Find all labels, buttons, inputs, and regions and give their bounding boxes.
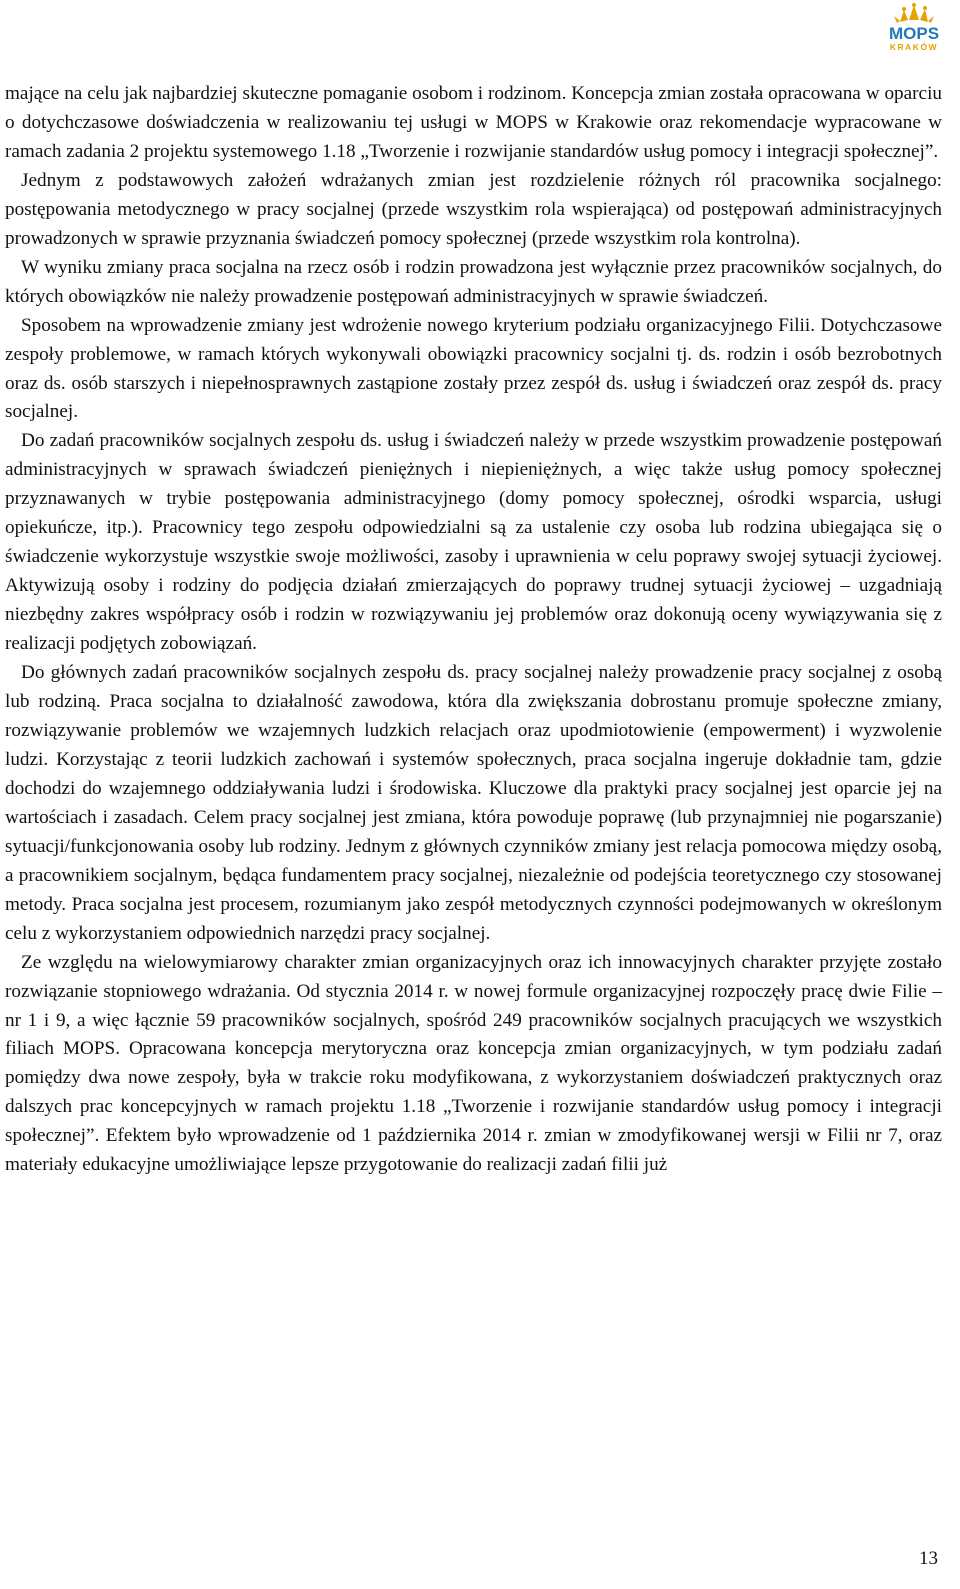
paragraph: Jednym z podstawowych założeń wdrażanych zmian jest rozdzielenie różnych ról pracownika socjalnego: postępowania metodycznego w pracy socjalnej (przede wszystkim rola wspierająca) od postępowań administracyjnych prowadzonych w sprawie przyznania świadczeń pomocy społecznej (przede wszystkim rola kontrolna). xyxy=(5,169,942,249)
mops-krakow-logo xyxy=(882,2,946,52)
sun-crown-icon xyxy=(882,2,946,52)
logo-text: MOPS xyxy=(888,24,940,43)
page-number: 13 xyxy=(919,1548,938,1569)
document-body xyxy=(5,80,942,1180)
paragraph: Do zadań pracowników socjalnych zespołu ds. usług i świadczeń należy w przede wszystkim prowadzenie postępowań administracyjnych w sprawach świadczeń pieniężnych i niepieniężnych, a więc także usług pomocy społecznej przyznawanych w trybie postępowania administracyjnego (domy pomocy społecznej, ośrodki wsparcia, usługi opiekuńcze, itp.). Pracownicy tego zespołu odpowiedzialni są za ustalenie czy osoba lub rodzina ubiegająca się o świadczenie wykorzystuje wszystkie swoje możliwości, zasoby i uprawnienia w celu poprawy swojej sytuacji życiowej. Aktywizują osoby i rodziny do podjęcia działań zmierzających do poprawy trudnej sytuacji życiowej – uzgadniają niezbędny zakres współpracy osób i rodzin w rozwiązywaniu jej problemów oraz dokonują oceny wywiązywania się z realizacji podjętych zobowiązań. xyxy=(5,430,942,655)
paragraph: mające na celu jak najbardziej skuteczne pomaganie osobom i rodzinom. Koncepcja zmian została opracowana w oparciu o dotychczasowe doświadczenia w realizowaniu tej usługi w MOPS w Krakowie oraz rekomendacje wypracowane w ramach zadania 2 projektu systemowego 1.18 „Tworzenie i rozwijanie standardów usług pomocy i integracji społecznej”. xyxy=(5,83,942,162)
paragraph: Do głównych zadań pracowników socjalnych zespołu ds. pracy socjalnej należy prowadzenie pracy socjalnej z osobą lub rodziną. Praca socjalna to działalność zawodowa, która dla zwiększania dobrostanu promuje społeczne zmiany, rozwiązywanie problemów we wzajemnych ludzkich relacjach oraz upodmiotowienie (empowerment) i wyzwolenie ludzi. Korzystając z teorii ludzkich zachowań i systemów społecznych, praca socjalna ingeruje dokładnie tam, gdzie dochodzi do wzajemnego oddziaływania ludzi i środowiska. Kluczowe dla praktyki pracy socjalnej jest oparcie jej na wartościach i zasadach. Celem pracy socjalnej jest zmiana, która powoduje poprawę (lub przynajmniej nie pogarszanie) sytuacji/funkcjonowania osoby lub rodziny. Jednym z głównych czynników zmiany jest relacja pomocowa między osobą, a pracownikiem socjalnym, będąca fundamentem pracy socjalnej, niezależnie od podejścia teoretycznego czy stosowanej metody. Praca socjalna jest procesem, rozumianym jako zespół metodycznych czynności podejmowanych w określonym celu z wykorzystaniem odpowiednich narzędzi pracy socjalnej. xyxy=(5,662,942,944)
paragraph: Ze względu na wielowymiarowy charakter zmian organizacyjnych oraz ich innowacyjnych charakter przyjęte zostało rozwiązanie stopniowego wdrażania. Od stycznia 2014 r. w nowej formule organizacyjnej rozpoczęły pracę dwie Filie – nr 1 i 9, a więc łącznie 59 pracowników socjalnych, spośród 249 pracowników socjalnych pracujących we wszystkich filiach MOPS. Opracowana koncepcja merytoryczna oraz koncepcja zmian organizacyjnych, w tym podziału zadań pomiędzy dwa nowe zespoły, była w trakcie roku modyfikowana, z wykorzystaniem doświadczeń praktycznych oraz dalszych prac koncepcyjnych w ramach projektu 1.18 „Tworzenie i rozwijanie standardów usług pomocy i integracji społecznej”. Efektem było wprowadzenie od 1 października 2014 r. zmian w zmodyfikowanej wersji w Filii nr 7, oraz materiały edukacyjne umożliwiające lepsze przygotowanie do realizacji zadań filii już xyxy=(5,951,942,1176)
paragraph: Sposobem na wprowadzenie zmiany jest wdrożenie nowego kryterium podziału organizacyjnego Filii. Dotychczasowe zespoły problemowe, w ramach których wykonywali obowiązki pracownicy socjalni tj. ds. rodzin i osób bezrobotnych oraz ds. osób starszych i niepełnosprawnych zastąpione zostały przez zespół ds. usług i świadczeń oraz zespół ds. pracy socjalnej. xyxy=(5,314,942,423)
paragraph: W wyniku zmiany praca socjalna na rzecz osób i rodzin prowadzona jest wyłącznie przez pracowników socjalnych, do których obowiązków nie należy prowadzenie postępowań administracyjnych w sprawie świadczeń. xyxy=(5,256,942,307)
logo-subtext: KRAKÓW xyxy=(889,42,939,52)
